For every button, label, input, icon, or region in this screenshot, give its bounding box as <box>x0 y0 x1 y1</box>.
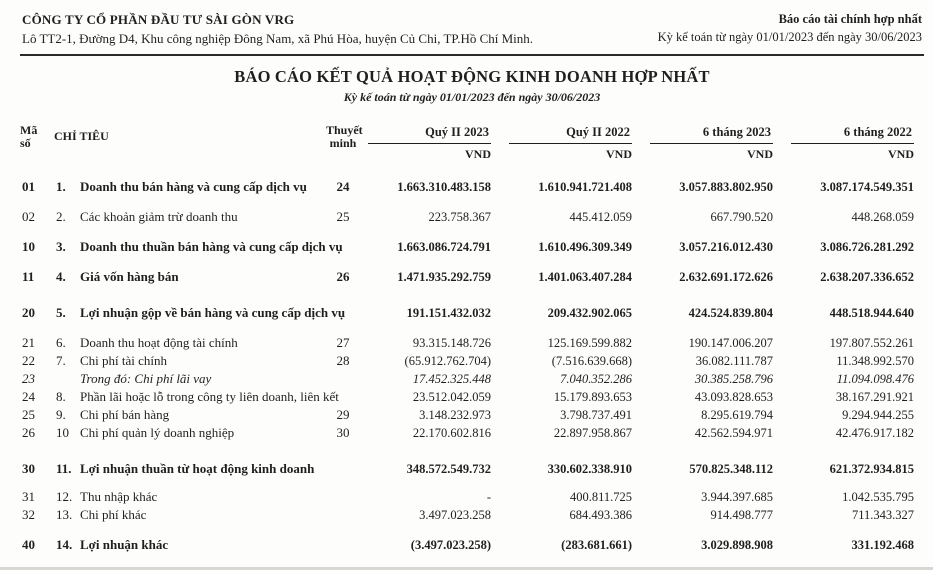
period-label: 6 tháng 2023 <box>702 125 771 139</box>
table-row <box>20 352 924 370</box>
row-value: 125.169.599.882 <box>547 336 632 350</box>
row-no: 11. <box>56 461 72 476</box>
row-value: (283.681.661) <box>561 538 632 552</box>
row-code: 22 <box>22 353 35 368</box>
table-body <box>20 178 924 554</box>
row-value: 621.372.934.815 <box>829 462 914 476</box>
row-label: Doanh thu thuần bán hàng và cung cấp dịch vụ <box>80 239 343 254</box>
table-row <box>20 304 924 322</box>
row-value: 190.147.006.207 <box>688 336 773 350</box>
row-value: 445.412.059 <box>569 210 632 224</box>
row-item <box>50 178 326 196</box>
row-value: 209.432.902.065 <box>547 306 632 320</box>
row-value: 30.385.258.796 <box>694 372 773 386</box>
row-label: Phần lãi hoặc lỗ trong công ty liên doanh, liên kết <box>80 389 339 404</box>
row-note: 26 <box>336 269 350 284</box>
row-item <box>50 536 326 554</box>
unit-label: VND <box>465 147 491 161</box>
row-item <box>50 334 326 352</box>
row-value: 17.452.325.448 <box>412 372 491 386</box>
report-subtitle: Kỳ kế toán từ ngày 01/01/2023 đến ngày 30/06/2023 <box>343 90 601 104</box>
table-header-row <box>20 119 924 162</box>
row-code: 25 <box>22 407 35 422</box>
row-note <box>326 388 360 406</box>
row-code: 31 <box>22 489 35 504</box>
row-no: 13. <box>56 507 73 522</box>
col-header-code-line2: số <box>20 136 31 150</box>
row-value: 3.029.898.908 <box>701 538 773 552</box>
row-no: 8. <box>56 389 66 404</box>
table-row <box>20 268 924 286</box>
row-value: 42.562.594.971 <box>694 426 773 440</box>
row-no: 9. <box>56 407 66 422</box>
table-row <box>20 536 924 554</box>
report-meta-block <box>658 12 922 45</box>
col-header-note <box>326 119 363 162</box>
table-row <box>20 370 924 388</box>
income-statement-table <box>20 119 924 554</box>
row-value: 7.040.352.286 <box>560 372 632 386</box>
row-item <box>50 506 326 524</box>
row-value: 667.790.520 <box>710 210 773 224</box>
row-note <box>326 370 360 388</box>
unit-label: VND <box>606 147 632 161</box>
header-divider <box>20 54 924 56</box>
row-note: 25 <box>336 209 350 224</box>
row-note: 29 <box>336 407 350 422</box>
col-header-code-line1: Mã <box>20 123 38 137</box>
row-value: 1.042.535.795 <box>842 490 914 504</box>
row-value: 3.086.726.281.292 <box>820 240 914 254</box>
row-value: 1.401.063.407.284 <box>538 270 632 284</box>
col-header-item: CHỈ TIÊU <box>54 129 109 143</box>
table-row <box>20 506 924 524</box>
row-no: 5. <box>56 305 66 320</box>
table-row <box>20 334 924 352</box>
row-value: 1.610.496.309.349 <box>538 240 632 254</box>
row-note: 28 <box>336 353 350 368</box>
table-row <box>20 424 924 442</box>
row-item <box>50 304 346 322</box>
table-row <box>20 178 924 196</box>
row-value: 43.093.828.653 <box>694 390 773 404</box>
row-label: Thu nhập khác <box>80 489 158 504</box>
row-note <box>326 536 360 554</box>
row-value: 3.497.023.258 <box>419 508 491 522</box>
row-value: 36.082.111.787 <box>695 354 773 368</box>
row-value: 570.825.348.112 <box>689 462 773 476</box>
period-label: Quý II 2023 <box>425 125 489 139</box>
row-value: - <box>486 490 491 504</box>
row-value: 1.471.935.292.759 <box>397 270 491 284</box>
row-label: Chi phí quản lý doanh nghiệp <box>80 425 235 440</box>
document-header <box>20 10 924 47</box>
row-no: 4. <box>56 269 66 284</box>
row-no: 7. <box>56 353 66 368</box>
row-label: Trong đó: Chi phí lãi vay <box>80 371 212 386</box>
row-value: 15.179.893.653 <box>553 390 632 404</box>
table-row <box>20 238 924 256</box>
table-row <box>20 208 924 226</box>
table-row <box>20 406 924 424</box>
row-value: 223.758.367 <box>428 210 491 224</box>
row-note <box>326 304 360 322</box>
col-header-code <box>20 119 50 162</box>
row-value: 11.094.098.476 <box>836 372 914 386</box>
unit-label: VND <box>747 147 773 161</box>
table-row <box>20 488 924 506</box>
row-code: 11 <box>22 269 35 284</box>
row-item <box>50 424 326 442</box>
row-value: 3.148.232.973 <box>419 408 491 422</box>
row-value: 9.294.944.255 <box>842 408 914 422</box>
row-label: Chi phí tài chính <box>80 353 168 368</box>
row-value: 348.572.549.732 <box>406 462 491 476</box>
row-value: 2.638.207.336.652 <box>820 270 914 284</box>
row-no: 12. <box>56 489 73 504</box>
report-type-label: Báo cáo tài chính hợp nhất <box>778 12 922 26</box>
row-value: 22.170.602.816 <box>412 426 491 440</box>
row-label: Lợi nhuận gộp về bán hàng và cung cấp dịch vụ <box>80 305 346 320</box>
row-code: 02 <box>22 209 35 224</box>
row-item <box>50 488 326 506</box>
row-code: 32 <box>22 507 35 522</box>
row-code: 23 <box>22 371 35 386</box>
row-item <box>50 238 343 256</box>
row-item <box>50 352 326 370</box>
row-value: 424.524.839.804 <box>688 306 773 320</box>
row-value: 711.343.327 <box>851 508 914 522</box>
row-value: 3.057.883.802.950 <box>679 180 773 194</box>
row-note: 30 <box>336 425 350 440</box>
row-item <box>50 370 326 388</box>
row-no: 6. <box>56 335 66 350</box>
col-header-period-6m-2022 <box>783 119 924 162</box>
row-value: 400.811.725 <box>569 490 632 504</box>
row-value: 3.944.397.685 <box>701 490 773 504</box>
col-header-note-line1: Thuyết <box>326 123 363 137</box>
row-value: 22.897.958.867 <box>553 426 632 440</box>
row-no: 1. <box>56 179 66 194</box>
row-label: Doanh thu hoạt động tài chính <box>80 335 238 350</box>
row-item <box>50 460 326 478</box>
row-item <box>50 208 326 226</box>
row-value: 42.476.917.182 <box>835 426 914 440</box>
row-no: 14. <box>56 537 73 552</box>
row-value: (3.497.023.258) <box>410 538 491 552</box>
row-code: 01 <box>22 179 35 194</box>
row-no: 2. <box>56 209 66 224</box>
row-value: 191.151.432.032 <box>406 306 491 320</box>
row-note <box>326 460 360 478</box>
col-header-period-q2-2022 <box>501 119 642 162</box>
row-value: 914.498.777 <box>710 508 773 522</box>
row-label: Chi phí bán hàng <box>80 407 170 422</box>
row-label: Các khoản giảm trừ doanh thu <box>80 209 238 224</box>
row-code: 20 <box>22 305 35 320</box>
company-block <box>22 12 533 47</box>
row-value: 11.348.992.570 <box>836 354 914 368</box>
row-value: 331.192.468 <box>851 538 914 552</box>
row-label: Lợi nhuận khác <box>80 537 169 552</box>
row-value: 1.663.310.483.158 <box>397 180 491 194</box>
table-row <box>20 460 924 478</box>
row-no: 10 <box>56 425 69 440</box>
row-note: 27 <box>336 335 350 350</box>
row-note <box>326 238 360 256</box>
row-value: 93.315.148.726 <box>412 336 491 350</box>
col-header-note-line2: minh <box>329 136 357 150</box>
row-item <box>50 406 326 424</box>
row-code: 24 <box>22 389 35 404</box>
row-code: 30 <box>22 461 35 476</box>
row-value: 38.167.291.921 <box>835 390 914 404</box>
row-code: 10 <box>22 239 35 254</box>
period-label: 6 tháng 2022 <box>843 125 912 139</box>
row-code: 26 <box>22 425 35 440</box>
col-header-period-q2-2023 <box>360 119 501 162</box>
row-value: (65.912.762.704) <box>404 354 491 368</box>
row-value: 23.512.042.059 <box>412 390 491 404</box>
row-code: 21 <box>22 335 35 350</box>
col-header-period-6m-2023 <box>642 119 783 162</box>
row-value: 8.295.619.794 <box>701 408 773 422</box>
row-value: 3.057.216.012.430 <box>679 240 773 254</box>
row-label: Chi phí khác <box>80 507 147 522</box>
row-note <box>326 488 360 506</box>
row-code: 40 <box>22 537 35 552</box>
row-no: 3. <box>56 239 66 254</box>
row-value: 1.663.086.724.791 <box>397 240 491 254</box>
report-title: BÁO CÁO KẾT QUẢ HOẠT ĐỘNG KINH DOANH HỢP NHẤT <box>234 67 710 86</box>
unit-label: VND <box>888 147 914 161</box>
row-value: 684.493.386 <box>569 508 632 522</box>
row-item <box>50 388 339 406</box>
row-value: 3.087.174.549.351 <box>820 180 914 194</box>
row-item <box>50 268 326 286</box>
row-value: (7.516.639.668) <box>551 354 632 368</box>
company-name: CÔNG TY CỔ PHẦN ĐẦU TƯ SÀI GÒN VRG <box>22 12 295 27</box>
row-note: 24 <box>336 179 350 194</box>
row-note <box>326 506 360 524</box>
row-value: 197.807.552.261 <box>829 336 914 350</box>
row-label: Giá vốn hàng bán <box>80 269 179 284</box>
company-address: Lô TT2-1, Đường D4, Khu công nghiệp Đông Nam, xã Phú Hòa, huyện Củ Chi, TP.Hồ Chí Minh. <box>22 31 534 46</box>
report-period-label: Kỳ kế toán từ ngày 01/01/2023 đến ngày 30/06/2023 <box>657 30 922 44</box>
row-value: 330.602.338.910 <box>547 462 632 476</box>
row-value: 2.632.691.172.626 <box>679 270 773 284</box>
period-label: Quý II 2022 <box>566 125 630 139</box>
row-value: 3.798.737.491 <box>560 408 632 422</box>
table-row <box>20 388 924 406</box>
row-value: 448.518.944.640 <box>829 306 914 320</box>
row-label: Doanh thu bán hàng và cung cấp dịch vụ <box>80 179 307 194</box>
row-label: Lợi nhuận thuần từ hoạt động kinh doanh <box>80 461 315 476</box>
row-value: 1.610.941.721.408 <box>538 180 632 194</box>
row-value: 448.268.059 <box>851 210 914 224</box>
